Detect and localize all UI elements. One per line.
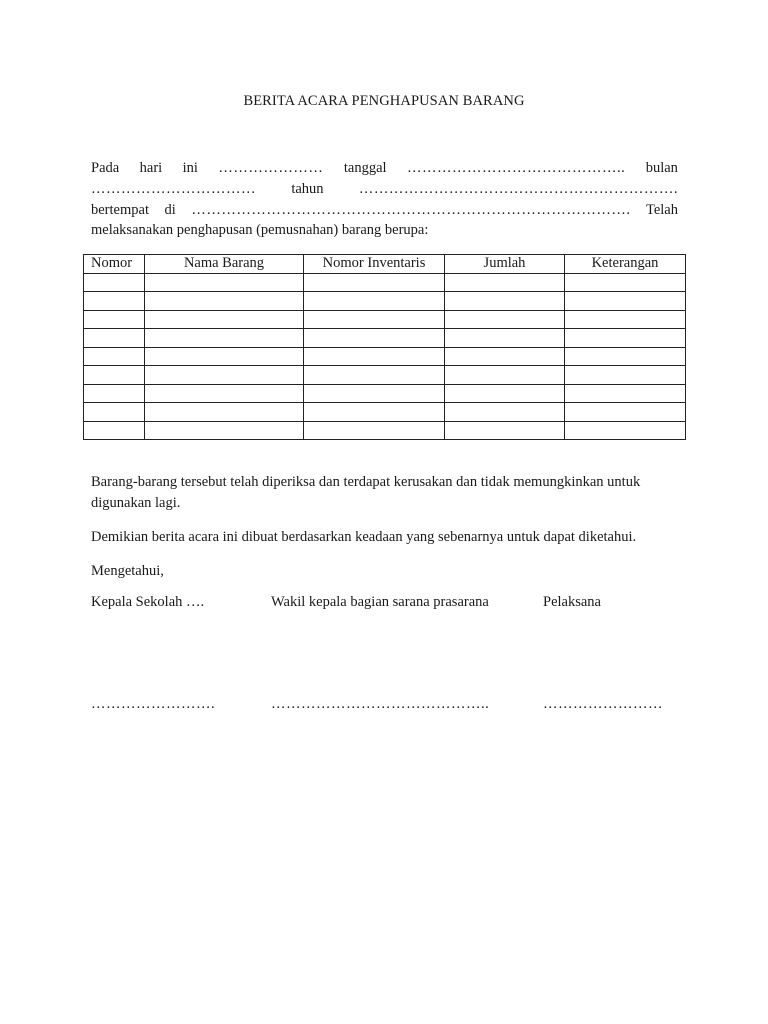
table-row — [84, 310, 686, 329]
table-cell — [145, 310, 304, 329]
table-row — [84, 366, 686, 385]
table-cell — [145, 273, 304, 292]
intro-word: di — [164, 202, 176, 218]
table-cell — [145, 347, 304, 366]
table-cell — [84, 273, 145, 292]
intro-word: ini — [182, 160, 198, 176]
table-cell — [304, 347, 445, 366]
table-cell — [445, 403, 565, 422]
place-blank: ……………………………………………………………………………. — [191, 202, 631, 218]
table-cell — [304, 310, 445, 329]
table-cell — [145, 366, 304, 385]
table-cell — [445, 310, 565, 329]
paragraph-condition: Barang-barang tersebut telah diperiksa dan terdapat kerusakan dan tidak memungkinkan untuk digunakan lagi. — [91, 474, 641, 511]
table-cell — [84, 310, 145, 329]
table-body — [84, 273, 686, 440]
paragraph-closing: Demikian berita acara ini dibuat berdasarkan keadaan yang sebenarnya untuk dapat diketahui. — [91, 529, 637, 545]
intro-line-1 — [91, 160, 678, 178]
table-cell — [565, 403, 686, 422]
month-blank: …………………………… — [91, 181, 256, 197]
table-cell — [304, 403, 445, 422]
intro-word: Pada — [91, 160, 120, 176]
table-cell — [145, 292, 304, 311]
table-cell — [445, 329, 565, 348]
table-cell — [565, 347, 686, 366]
intro-word: bertempat — [91, 202, 149, 218]
table-cell — [445, 292, 565, 311]
table-cell — [565, 384, 686, 403]
column-header-nomor-inventaris: Nomor Inventaris — [304, 255, 445, 274]
year-blank: ………………………………………………………. — [358, 181, 678, 197]
table-row — [84, 384, 686, 403]
table-cell — [304, 421, 445, 440]
table-cell — [565, 329, 686, 348]
table-cell — [145, 403, 304, 422]
table-cell — [445, 421, 565, 440]
table-cell — [445, 347, 565, 366]
intro-line-4: melaksanakan penghapusan (pemusnahan) barang berupa: — [91, 222, 429, 238]
inventory-table — [83, 254, 686, 440]
table-cell — [304, 273, 445, 292]
table-cell — [145, 329, 304, 348]
table-cell — [304, 384, 445, 403]
table-cell — [84, 347, 145, 366]
table-cell — [445, 384, 565, 403]
intro-word: Telah — [645, 202, 678, 218]
column-header-nama-barang: Nama Barang — [145, 255, 304, 274]
table-cell — [304, 329, 445, 348]
intro-word: hari — [139, 160, 163, 176]
signature-line-vice-head: …………………………………….. — [271, 696, 490, 712]
intro-word: bulan — [645, 160, 678, 176]
table-cell — [445, 366, 565, 385]
table-cell — [445, 273, 565, 292]
table-cell — [84, 329, 145, 348]
table-cell — [304, 366, 445, 385]
table-cell — [145, 384, 304, 403]
intro-line-3 — [91, 202, 678, 220]
table-row — [84, 329, 686, 348]
intro-line-2 — [91, 181, 678, 199]
table-cell — [565, 310, 686, 329]
table-cell — [565, 366, 686, 385]
table-cell — [84, 366, 145, 385]
signature-line-headmaster: ……………………. — [91, 696, 216, 712]
intro-word: tahun — [291, 181, 324, 197]
column-header-jumlah: Jumlah — [445, 255, 565, 274]
table-row — [84, 347, 686, 366]
column-header-nomor: Nomor — [84, 255, 145, 274]
intro-word: tanggal — [343, 160, 387, 176]
table-cell — [145, 421, 304, 440]
table-cell — [565, 421, 686, 440]
signature-label-vice-head: Wakil kepala bagian sarana prasarana — [271, 594, 489, 610]
signature-line-executor: …………………… — [543, 696, 663, 712]
date-blank: …………………………………….. — [407, 160, 626, 176]
day-blank: ………………… — [218, 160, 324, 176]
table-row — [84, 403, 686, 422]
table-cell — [84, 403, 145, 422]
table-cell — [84, 421, 145, 440]
table-cell — [84, 384, 145, 403]
signature-label-headmaster: Kepala Sekolah …. — [91, 594, 205, 610]
paragraph-acknowledge: Mengetahui, — [91, 563, 164, 579]
document-title: BERITA ACARA PENGHAPUSAN BARANG — [243, 93, 525, 109]
table-cell — [304, 292, 445, 311]
table-row — [84, 292, 686, 311]
table-header-row — [84, 255, 686, 274]
signature-label-executor: Pelaksana — [543, 594, 601, 610]
table-row — [84, 273, 686, 292]
column-header-keterangan: Keterangan — [565, 255, 686, 274]
table-cell — [565, 292, 686, 311]
table-cell — [565, 273, 686, 292]
table-row — [84, 421, 686, 440]
table-cell — [84, 292, 145, 311]
